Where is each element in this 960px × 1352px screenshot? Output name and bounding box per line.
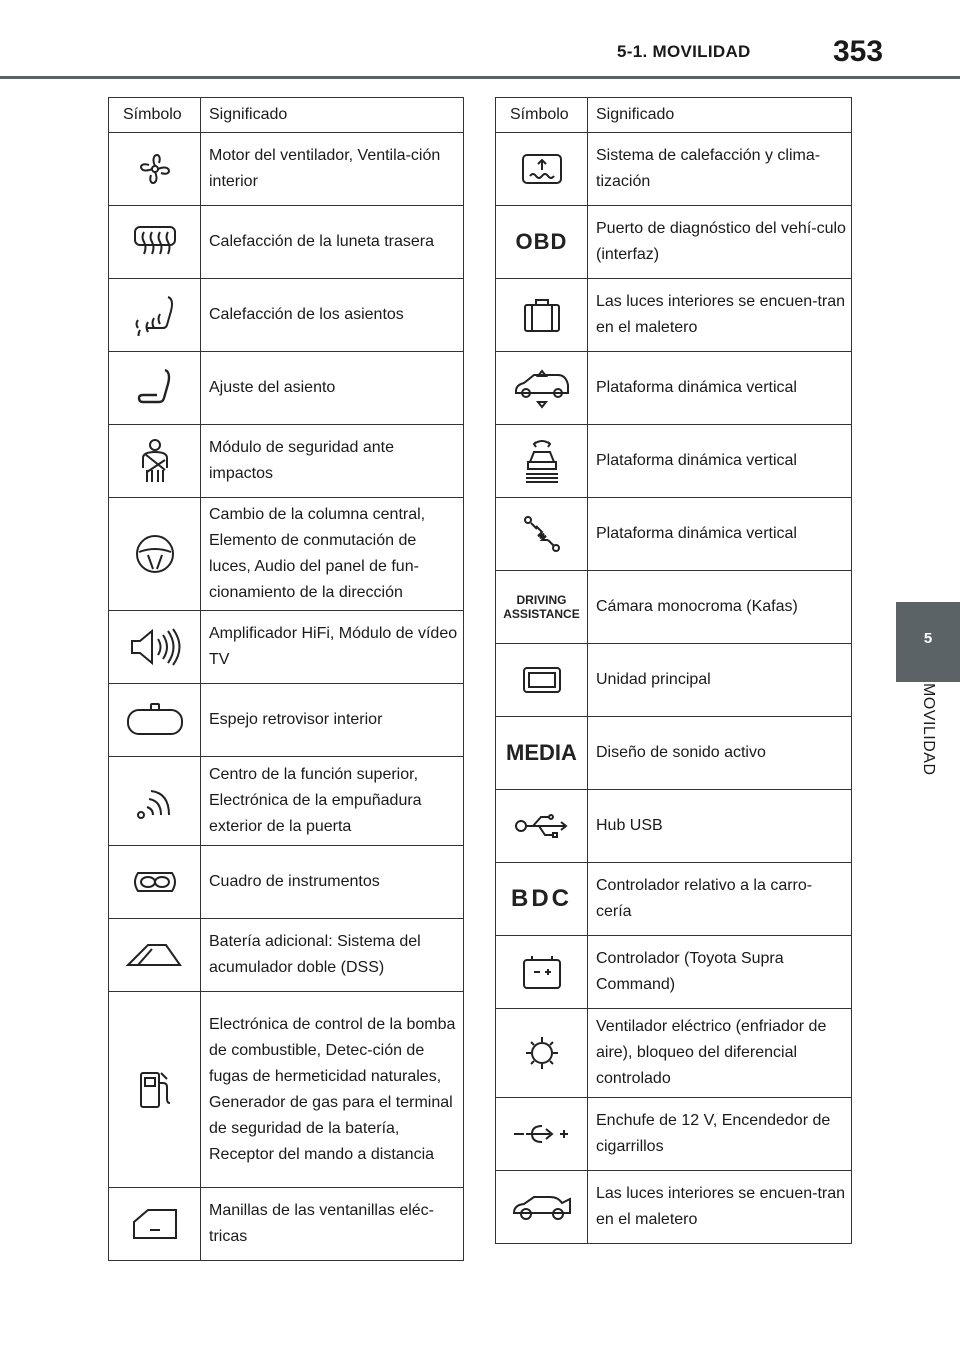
row-meaning: Centro de la función superior, Electrónica de la empuñadura exterior de la puerta xyxy=(201,757,464,846)
driving-assistance-icon xyxy=(496,571,588,644)
table-header-row xyxy=(109,98,464,133)
row-meaning: Plataforma dinámica vertical xyxy=(588,498,852,571)
row-meaning: Hub USB xyxy=(588,790,852,863)
table-row xyxy=(496,644,852,717)
row-meaning: Cámara monocroma (Kafas) xyxy=(588,571,852,644)
row-meaning: Controlador relativo a la carro-cería xyxy=(588,863,852,936)
climate-control-icon xyxy=(496,133,588,206)
row-meaning: Controlador (Toyota Supra Command) xyxy=(588,936,852,1009)
table-row xyxy=(109,684,464,757)
seat-heating-icon xyxy=(109,279,201,352)
gear-fan-icon xyxy=(496,1009,588,1098)
table-row xyxy=(109,133,464,206)
row-meaning: Unidad principal xyxy=(588,644,852,717)
table-row xyxy=(496,498,852,571)
head-unit-icon xyxy=(496,644,588,717)
table-row xyxy=(109,206,464,279)
table-row xyxy=(496,790,852,863)
row-meaning: Módulo de seguridad ante impactos xyxy=(201,425,464,498)
assistance-label: ASSISTANCE xyxy=(503,607,580,621)
rearview-mirror-icon xyxy=(109,684,201,757)
steering-wheel-icon xyxy=(109,498,201,611)
row-meaning: Las luces interiores se encuen-tran en el maletero xyxy=(588,279,852,352)
car-trunk-icon xyxy=(496,1171,588,1244)
row-meaning: Batería adicional: Sistema del acumulador doble (DSS) xyxy=(201,919,464,992)
row-meaning: Diseño de sonido activo xyxy=(588,717,852,790)
table-row xyxy=(496,717,852,790)
media-icon-label: MEDIA xyxy=(506,740,577,765)
row-meaning: Sistema de calefacción y clima-tización xyxy=(588,133,852,206)
media-icon xyxy=(496,717,588,790)
rear-window-heating-icon xyxy=(109,206,201,279)
row-meaning: Manillas de las ventanillas eléc-tricas xyxy=(201,1188,464,1261)
instrument-cluster-icon xyxy=(109,846,201,919)
table-row xyxy=(496,863,852,936)
column-header-symbol: Símbolo xyxy=(109,98,201,133)
table-row xyxy=(109,757,464,846)
car-suspension-icon xyxy=(496,425,588,498)
window-handle-icon xyxy=(109,1188,201,1261)
table-row xyxy=(496,571,852,644)
section-title: 5-1. MOVILIDAD xyxy=(617,42,751,61)
row-meaning: Cambio de la columna central, Elemento de conmutación de luces, Audio del panel de fun-cionamiento de la dirección xyxy=(201,498,464,611)
column-header-symbol: Símbolo xyxy=(496,98,588,133)
chapter-tab xyxy=(896,602,960,682)
row-meaning: Plataforma dinámica vertical xyxy=(588,352,852,425)
row-meaning: Plataforma dinámica vertical xyxy=(588,425,852,498)
row-meaning: Espejo retrovisor interior xyxy=(201,684,464,757)
speaker-icon xyxy=(109,611,201,684)
row-meaning: Ventilador eléctrico (enfriador de aire), bloqueo del diferencial controlado xyxy=(588,1009,852,1098)
row-meaning: Ajuste del asiento xyxy=(201,352,464,425)
row-meaning: Electrónica de control de la bomba de combustible, Detec-ción de fugas de hermeticidad naturales, Generador de gas para el terminal de seguridad de la batería, Receptor del mando a distancia xyxy=(201,992,464,1188)
table-row xyxy=(109,919,464,992)
signal-waves-icon xyxy=(109,757,201,846)
battery-dss-icon xyxy=(109,919,201,992)
fan-icon xyxy=(109,133,201,206)
chapter-number: 5 xyxy=(923,630,933,647)
table-row xyxy=(109,352,464,425)
table-row xyxy=(496,1171,852,1244)
left-symbol-table xyxy=(108,97,464,1261)
table-row xyxy=(496,425,852,498)
row-meaning: Calefacción de los asientos xyxy=(201,279,464,352)
table-row xyxy=(496,279,852,352)
table-row xyxy=(109,279,464,352)
table-row xyxy=(496,1009,852,1098)
table-row xyxy=(496,133,852,206)
row-meaning: Cuadro de instrumentos xyxy=(201,846,464,919)
table-row xyxy=(109,846,464,919)
column-header-meaning: Significado xyxy=(588,98,852,133)
row-meaning: Enchufe de 12 V, Encendedor de cigarrillos xyxy=(588,1098,852,1171)
car-height-icon xyxy=(496,352,588,425)
shock-absorber-icon xyxy=(496,498,588,571)
usb-icon xyxy=(496,790,588,863)
table-row xyxy=(109,1188,464,1261)
column-header-meaning: Significado xyxy=(201,98,464,133)
driving-label: DRIVING xyxy=(516,593,567,607)
seatbelt-icon xyxy=(109,425,201,498)
table-row xyxy=(496,1098,852,1171)
row-meaning: Las luces interiores se encuen-tran en el maletero xyxy=(588,1171,852,1244)
row-meaning: Motor del ventilador, Ventila-ción interior xyxy=(201,133,464,206)
table-row xyxy=(109,992,464,1188)
table-row xyxy=(109,611,464,684)
table-row xyxy=(109,425,464,498)
table-row xyxy=(496,206,852,279)
bdc-icon-label: BDC xyxy=(511,885,572,912)
row-meaning: Calefacción de la luneta trasera xyxy=(201,206,464,279)
seat-adjust-icon xyxy=(109,352,201,425)
obd-icon xyxy=(496,206,588,279)
chapter-label: MOVILIDAD xyxy=(920,683,937,776)
right-symbol-table xyxy=(495,97,852,1244)
controller-battery-icon xyxy=(496,936,588,1009)
table-row xyxy=(109,498,464,611)
table-row xyxy=(496,352,852,425)
socket-12v-icon xyxy=(496,1098,588,1171)
page-number: 353 xyxy=(833,35,884,68)
header-rule xyxy=(0,76,960,79)
row-meaning: Puerto de diagnóstico del vehí-culo (interfaz) xyxy=(588,206,852,279)
table-header-row xyxy=(496,98,852,133)
row-meaning: Amplificador HiFi, Módulo de vídeo TV xyxy=(201,611,464,684)
luggage-icon xyxy=(496,279,588,352)
obd-icon-label: OBD xyxy=(515,229,568,254)
bdc-icon xyxy=(496,863,588,936)
fuel-pump-icon xyxy=(109,992,201,1188)
table-row xyxy=(496,936,852,1009)
